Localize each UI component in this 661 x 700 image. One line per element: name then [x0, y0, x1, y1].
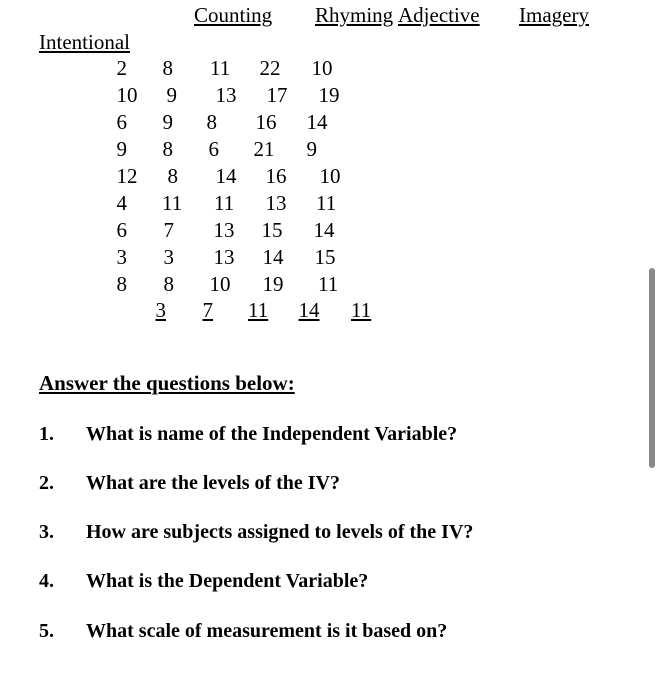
question-number: 3.: [39, 521, 54, 543]
table-cell: 10: [116, 83, 138, 107]
question-text: What scale of measurement is it based on?: [86, 620, 448, 642]
table-cell: 19: [318, 83, 340, 107]
table-cell: 6: [116, 110, 127, 134]
table-cell: 8: [163, 272, 174, 296]
table-cell: 14: [313, 218, 335, 242]
question-number: 2.: [39, 472, 54, 494]
table-cell: 14: [306, 110, 328, 134]
table-cell: 10: [209, 272, 231, 296]
table-cell: 13: [215, 83, 237, 107]
table-cell: 13: [213, 245, 235, 269]
table-cell: 11: [210, 56, 231, 80]
header-adjective: Adjective: [398, 3, 480, 27]
table-cell: 8: [116, 272, 127, 296]
question-text: What is the Dependent Variable?: [86, 570, 369, 592]
table-cell: 3: [116, 245, 127, 269]
question-number: 5.: [39, 620, 54, 642]
table-cell: 9: [306, 137, 317, 161]
question-number: 1.: [39, 423, 54, 445]
table-cell: 11: [318, 272, 339, 296]
table-cell: 9: [116, 137, 127, 161]
table-cell: 11: [316, 191, 337, 215]
table-cell: 11: [162, 191, 183, 215]
answer-heading: Answer the questions below:: [39, 371, 295, 395]
table-cell: 15: [261, 218, 283, 242]
table-cell: 8: [162, 56, 173, 80]
question-text: How are subjects assigned to levels of the IV?: [86, 521, 474, 543]
table-cell: 7: [163, 218, 174, 242]
table-cell: 9: [162, 110, 173, 134]
question-text: What is name of the Independent Variable?: [86, 423, 458, 445]
table-cell: 11: [214, 191, 235, 215]
table-cell: 8: [162, 137, 173, 161]
table-cell-underlined: 3: [155, 298, 166, 322]
table-cell: 17: [266, 83, 288, 107]
header-counting: Counting: [194, 3, 273, 27]
table-cell: 19: [262, 272, 284, 296]
table-cell: 21: [253, 137, 275, 161]
table-cell: 16: [255, 110, 277, 134]
table-cell: 14: [262, 245, 284, 269]
table-cell-underlined: 11: [248, 298, 269, 322]
vertical-scrollbar[interactable]: [649, 268, 655, 468]
table-cell: 3: [163, 245, 174, 269]
table-cell: 8: [167, 164, 178, 188]
header-imagery: Imagery: [519, 3, 589, 27]
table-cell: 12: [116, 164, 138, 188]
table-cell: 4: [116, 191, 127, 215]
table-cell: 9: [166, 83, 177, 107]
table-cell: 13: [265, 191, 287, 215]
table-cell: 10: [311, 56, 333, 80]
table-cell: 14: [215, 164, 237, 188]
table-cell-underlined: 14: [298, 298, 320, 322]
question-text: What are the levels of the IV?: [86, 472, 341, 494]
question-number: 4.: [39, 570, 54, 592]
table-cell: 10: [319, 164, 341, 188]
header-rhyming: Rhyming: [315, 3, 394, 27]
table-cell: 6: [116, 218, 127, 242]
table-cell: 6: [208, 137, 219, 161]
table-cell: 8: [206, 110, 217, 134]
table-cell: 22: [259, 56, 281, 80]
table-cell: 13: [213, 218, 235, 242]
row-label-intentional: Intentional: [39, 30, 130, 54]
table-cell: 2: [116, 56, 127, 80]
table-cell: 16: [265, 164, 287, 188]
table-cell-underlined: 7: [202, 298, 213, 322]
table-cell: 15: [314, 245, 336, 269]
table-cell-underlined: 11: [351, 298, 372, 322]
